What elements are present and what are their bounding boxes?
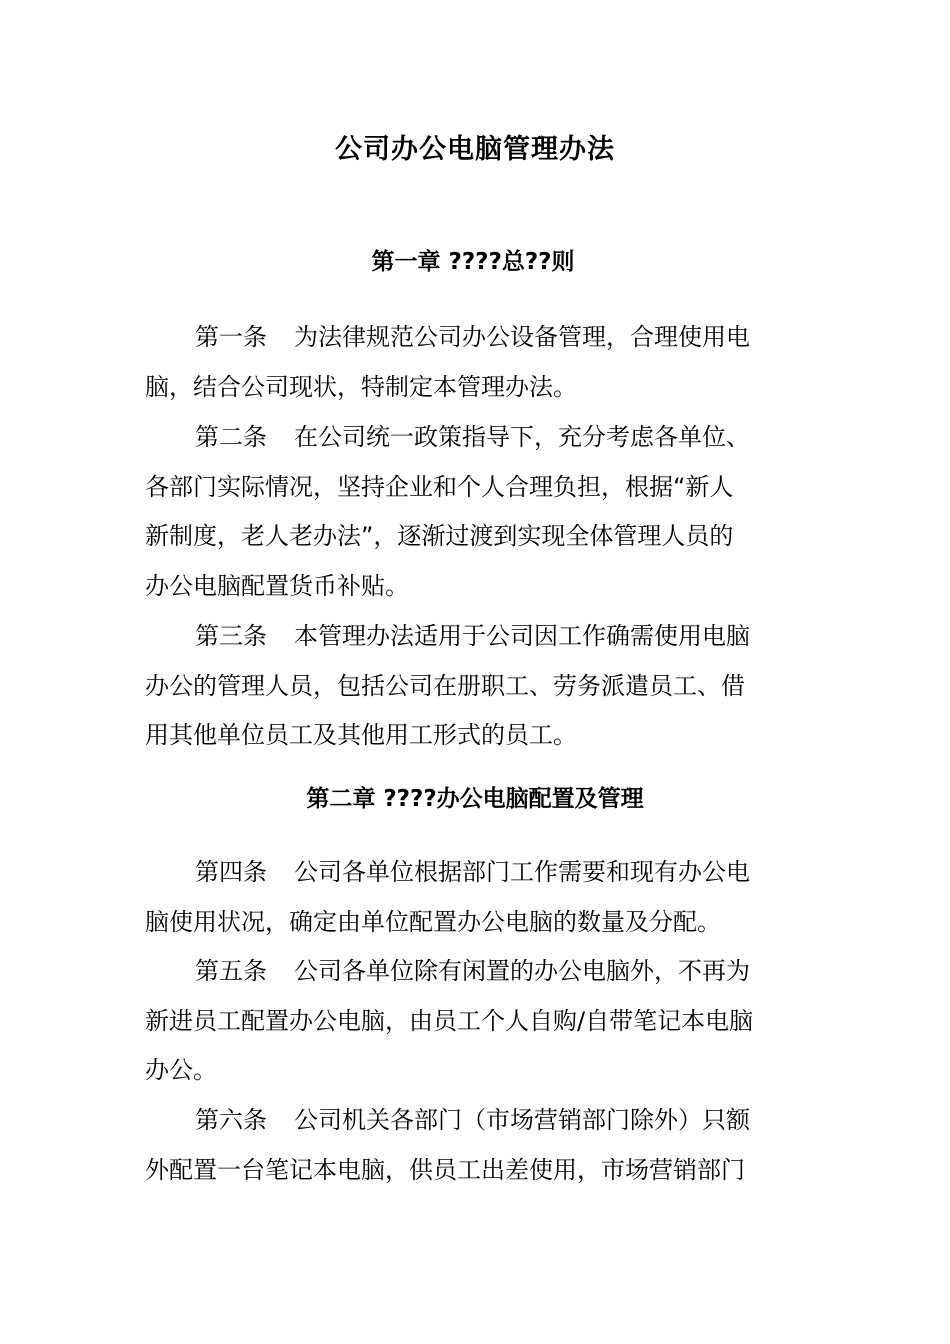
article-4-line-1 xyxy=(145,848,795,898)
article-text: 在公司统一政策指导下，充分考虑各单位、 xyxy=(294,423,750,451)
article-6 xyxy=(145,1096,795,1195)
article-text: 公司各单位除有闲置的办公电脑外，不再为 xyxy=(294,957,750,985)
article-number: 第二条 xyxy=(195,423,267,451)
article-5-line-3: 办公。 xyxy=(145,1056,217,1084)
chapter-heading-1: 第一章 ????总??则 xyxy=(371,249,575,275)
article-text: 本管理办法适用于公司因工作确需使用电脑 xyxy=(294,622,750,650)
article-3-line-2: 办公的管理人员，包括公司在册职工、劳务派遣员工、借 xyxy=(145,671,745,700)
article-2-line-2: 各部门实际情况，坚持企业和个人合理负担，根据“新人 xyxy=(145,472,734,501)
article-3 xyxy=(145,612,795,761)
article-2-line-3: 新制度，老人老办法”，逐渐过渡到实现全体管理人员的 xyxy=(145,522,734,550)
article-5-line-1 xyxy=(145,947,795,997)
article-4 xyxy=(145,848,795,947)
article-1-line-2: 脑，结合公司现状，特制定本管理办法。 xyxy=(145,372,577,401)
article-2-line-1 xyxy=(145,413,795,463)
article-5 xyxy=(145,947,795,1096)
article-text: 公司各单位根据部门工作需要和现有办公电 xyxy=(294,858,750,886)
article-3-line-1 xyxy=(145,612,795,662)
document-title: 公司办公电脑管理办法 xyxy=(335,134,615,165)
article-number: 第一条 xyxy=(195,323,267,351)
article-1 xyxy=(145,313,795,412)
article-2 xyxy=(145,413,795,611)
article-1-line-1 xyxy=(145,313,795,363)
article-3-line-3: 用其他单位员工及其他用工形式的员工。 xyxy=(145,721,577,749)
chapter-heading-2: 第二章 ????办公电脑配置及管理 xyxy=(306,786,644,812)
article-number: 第四条 xyxy=(195,858,267,886)
article-6-line-2: 外配置一台笔记本电脑，供员工出差使用，市场营销部门 xyxy=(145,1155,745,1184)
article-text: 公司机关各部门（市场营销部门除外）只额 xyxy=(294,1106,750,1134)
article-number: 第六条 xyxy=(195,1106,267,1134)
article-5-line-2: 新进员工配置办公电脑，由员工个人自购/自带笔记本电脑 xyxy=(145,1006,754,1035)
article-number: 第三条 xyxy=(195,622,267,650)
article-text: 为法律规范公司办公设备管理，合理使用电 xyxy=(294,323,750,351)
article-6-line-1 xyxy=(145,1096,795,1146)
article-number: 第五条 xyxy=(195,957,267,985)
article-4-line-2: 脑使用状况，确定由单位配置办公电脑的数量及分配。 xyxy=(145,907,721,936)
article-2-line-4: 办公电脑配置货币补贴。 xyxy=(145,571,409,600)
